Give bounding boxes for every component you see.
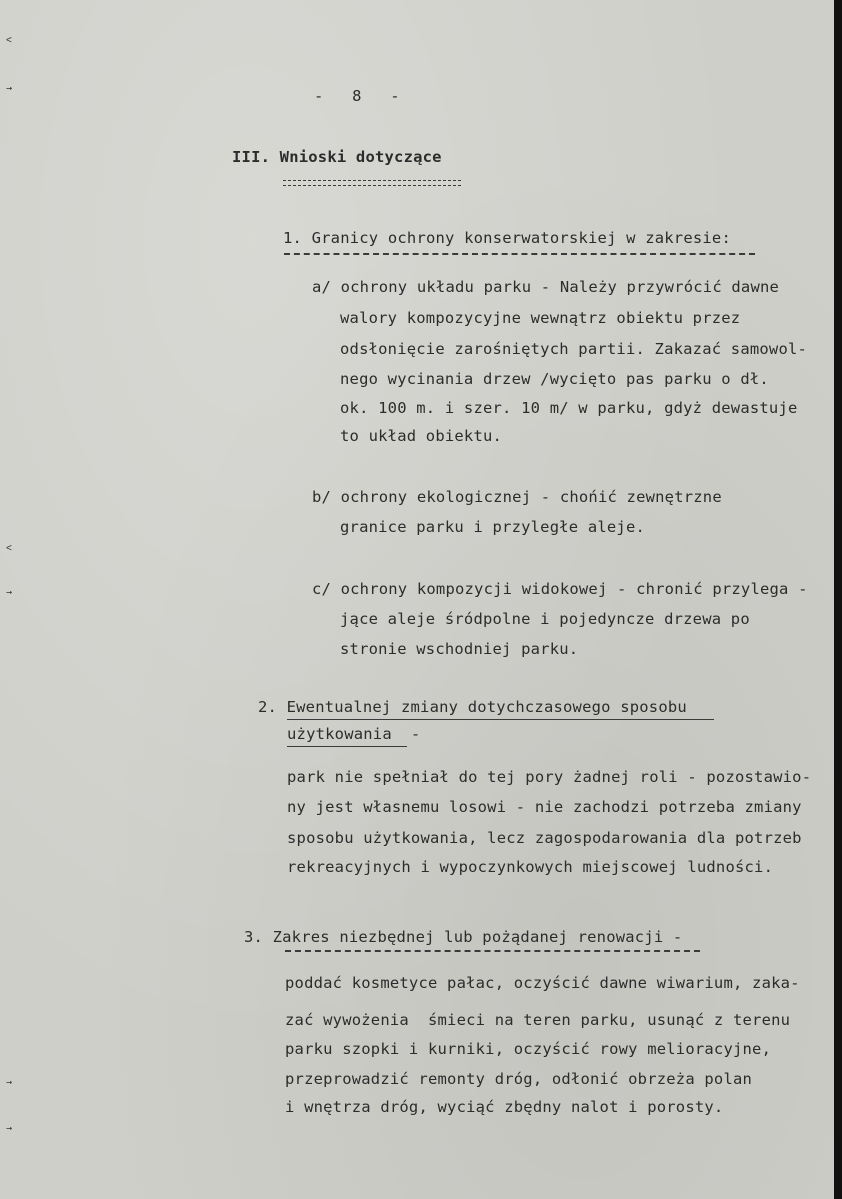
text-line: b/ ochrony ekologicznej - chońić zewnętrzne: [312, 488, 722, 506]
text-line: ny jest własnemu losowi - nie zachodzi potrzeba zmiany: [287, 798, 802, 816]
text-line: parku szopki i kurniki, oczyścić rowy melioracyjne,: [285, 1040, 772, 1058]
item3-heading: 3. Zakres niezbędnej lub pożądanej renowacji -: [244, 928, 683, 946]
text-line: sposobu użytkowania, lecz zagospodarowania dla potrzeb: [287, 829, 802, 847]
text-line: jące aleje śródpolne i pojedyncze drzewa po: [340, 610, 750, 628]
item1-underline: [284, 253, 755, 255]
margin-mark: ˂: [6, 543, 13, 554]
text-line: przeprowadzić remonty dróg, odłonić obrzeża polan: [285, 1070, 753, 1088]
text-line: odsłonięcie zarośniętych partii. Zakazać samowol-: [340, 340, 808, 358]
text-line: rekreacyjnych i wypoczynkowych miejscowej ludności.: [287, 858, 774, 876]
text-line: i wnętrza dróg, wyciąć zbędny nalot i porosty.: [285, 1098, 724, 1116]
text-line: zać wywożenia śmieci na teren parku, usunąć z terenu: [285, 1011, 791, 1029]
item2-heading-line1: 2. Ewentualnej zmiany dotychczasowego sposobu: [258, 698, 687, 716]
text-line: poddać kosmetyce pałac, oczyścić dawne wiwarium, zaka-: [285, 974, 800, 992]
text-line: stronie wschodniej parku.: [340, 640, 579, 658]
margin-mark: →: [6, 1123, 13, 1134]
text-line: c/ ochrony kompozycji widokowej - chronić przylega -: [312, 580, 808, 598]
item2-underline: [287, 719, 714, 720]
margin-mark: →: [6, 587, 13, 598]
text-line: a/ ochrony układu parku - Należy przywrócić dawne: [312, 278, 780, 296]
text-line: nego wycinania drzew /wycięto pas parku o dł.: [340, 370, 769, 388]
text-line: park nie spełniał do tej pory żadnej roli - pozostawio-: [287, 768, 812, 786]
heading-underline: [283, 180, 461, 186]
margin-mark: →: [6, 83, 13, 94]
text-line: to układ obiektu.: [340, 427, 503, 445]
text-line: granice parku i przyległe aleje.: [340, 518, 646, 536]
item2-heading-line2: użytkowania -: [287, 725, 421, 743]
margin-mark: ˂: [6, 35, 13, 46]
margin-mark: →: [6, 1077, 13, 1088]
scan-edge: [838, 0, 842, 1199]
section-heading: III. Wnioski dotyczące: [232, 148, 442, 166]
text-line: walory kompozycyjne wewnątrz obiektu przez: [340, 309, 741, 327]
item1-heading: 1. Granicy ochrony konserwatorskiej w zakresie:: [283, 229, 731, 247]
page-number: - 8 -: [314, 87, 400, 105]
item2-underline: [287, 746, 407, 747]
item3-underline: [285, 950, 700, 952]
text-line: ok. 100 m. i szer. 10 m/ w parku, gdyż dewastuje: [340, 399, 798, 417]
